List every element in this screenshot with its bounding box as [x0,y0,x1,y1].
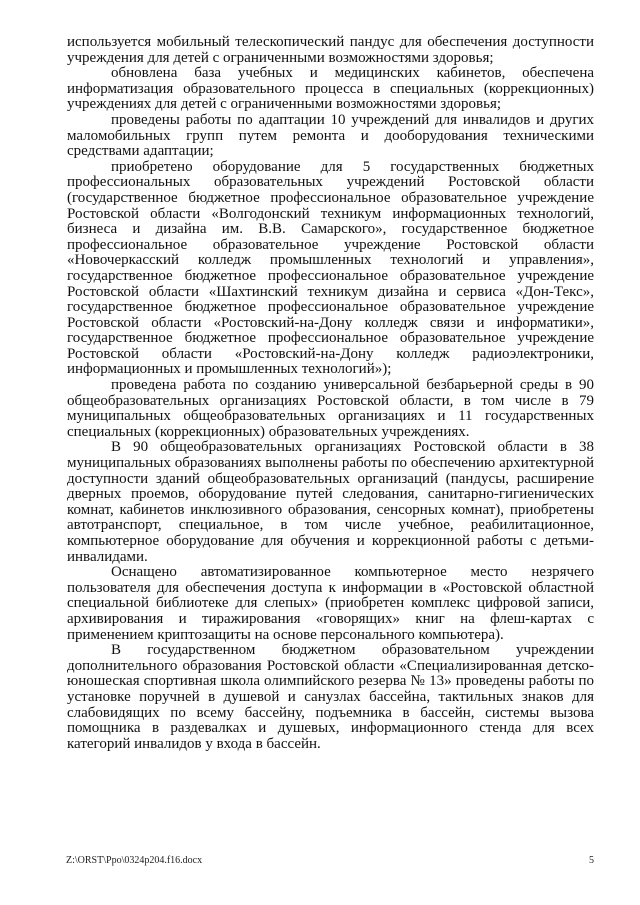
paragraph-barrier-free-environment: проведена работа по созданию универсальной безбарьерной среды в 90 общеобразовательных организациях Ростовской области, в том числе в 79 муниципальных общеобразовательных организациях и 11 государственных специальных (коррекционных) образовательных учреждениях. [67,377,594,440]
paragraph-classroom-update: обновлена база учебных и медицинских кабинетов, обеспечена информатизация образовательного процесса в специальных (коррекционных) учреждениях для детей с ограниченными возможностями здоровья; [67,65,594,113]
paragraph-library-workstation: Оснащено автоматизированное компьютерное место незрячего пользователя для обеспечения доступа к информации в «Ростовской областной специальной библиотеке для слепых» (приобретен комплекс цифровой записи, архивирования и тиражирования «говорящих» книг на флеш-картах с применением криптозащиты на основе персонального компьютера). [67,564,594,643]
paragraph-equipment-purchase: приобретено оборудование для 5 государственных бюджетных профессиональных образовательных учреждений Ростовской области (государственное бюджетное профессиональное образовательное учреждение Ростовской области «Волгодонский техникум информационных технологий, бизнеса и дизайна им. В.В. Самарского», государственное бюджетное профессиональное образовательное учреждение Ростовской области «Новочеркасский колледж промышленных технологий и управления», государственное бюджетное профессиональное образовательное учреждение Ростовской области «Шахтинский техникум дизайна и сервиса «Дон-Текс», государственное бюджетное профессиональное образовательное учреждение Ростовской области «Ростовский-на-Дону колледж связи и информатики», государственное бюджетное профессиональное образовательное учреждение Ростовской области «Ростовский-на-Дону колледж радиоэлектроники, информационных и промышленных технологий»); [67,158,594,378]
paragraph-sports-school: В государственном бюджетном образовательном учреждении дополнительного образования Ростовской области «Специализированная детско-юношеская спортивная школа олимпийского резерва № 13» проведены работы по установке поручней в душевой и санузлах бассейна, тактильных знаков для слабовидящих по всему бассейну, подъемника в бассейн, системы вызова помощника в раздевалках и душевых, информационного стенда для всех категорий инвалидов у входа в бассейн. [67,642,594,752]
paragraph-architectural-accessibility: В 90 общеобразовательных организациях Ростовской области в 38 муниципальных образованиях выполнены работы по обеспечению архитектурной доступности зданий общеобразовательных организаций (пандусы, расширение дверных проемов, оборудование путей следования, санитарно-гигиенических комнат, кабинетов инклюзивного образования, сенсорных комнат), приобретены автотранспорт, специальное, в том числе учебное, реабилитационное, компьютерное оборудование для обучения и коррекционной работы с детьми-инвалидами. [67,439,594,565]
paragraph-ramp-usage: используется мобильный телескопический пандус для обеспечения доступности учреждения для детей с ограниченными возможностями здоровья; [67,34,594,66]
footer-page-number: 5 [589,855,594,866]
footer-file-path: Z:\ORST\Ppo\0324p204.f16.docx [66,855,203,866]
paragraph-institution-adaptation: проведены работы по адаптации 10 учреждений для инвалидов и других маломобильных групп путем ремонта и дооборудования техническими средствами адаптации; [67,111,594,160]
document-body [67,35,594,752]
